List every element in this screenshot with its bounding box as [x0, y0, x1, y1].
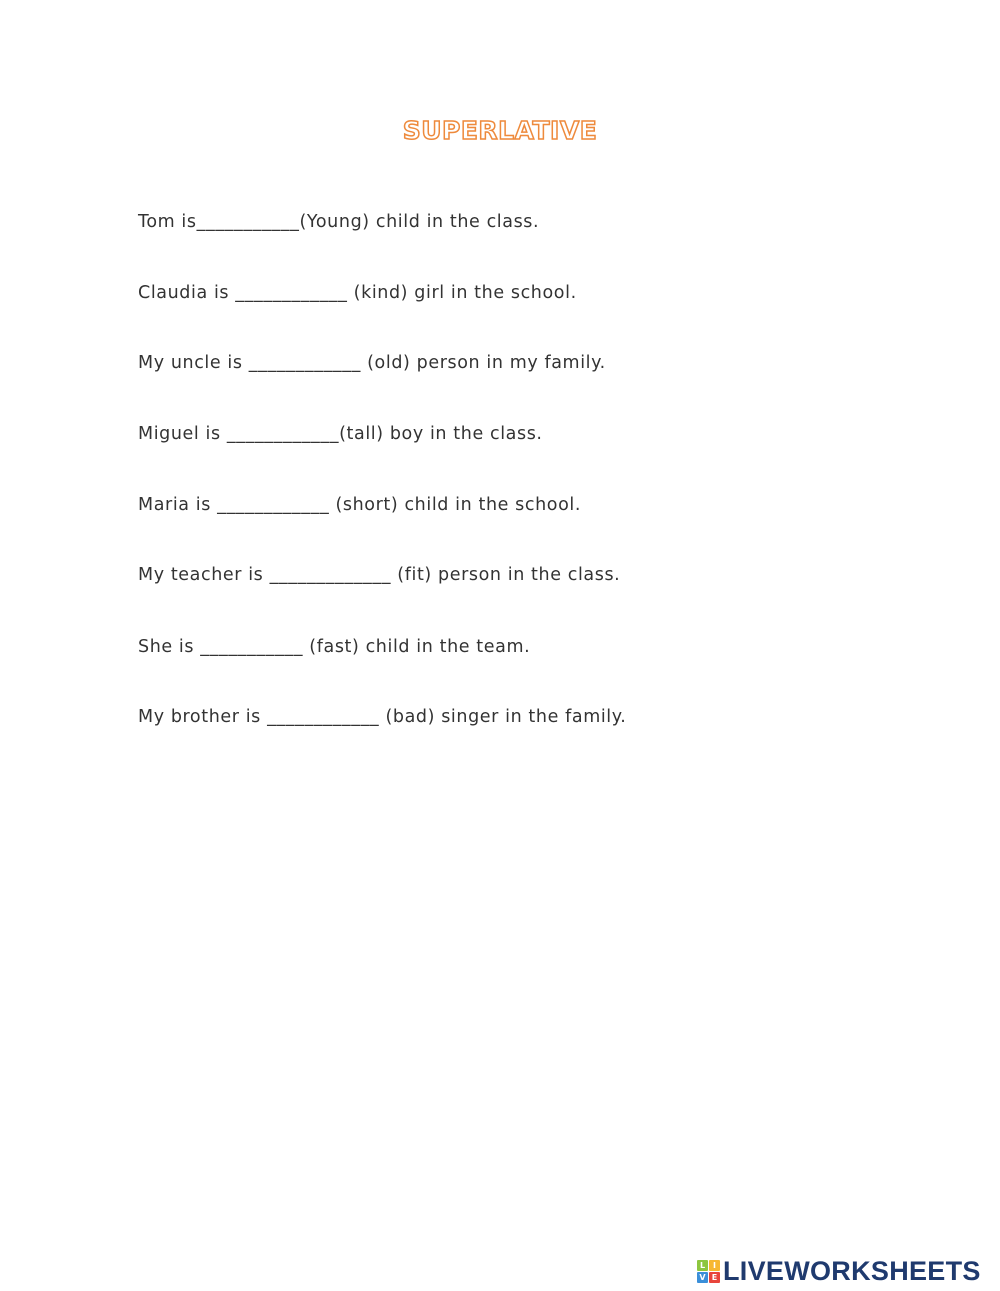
liveworksheets-logo: [697, 1256, 981, 1287]
sentence: [138, 637, 530, 657]
answer-blank[interactable]: _____________: [269, 565, 392, 585]
sentence-prefix: She is: [138, 637, 201, 657]
sentence-prefix: Claudia is: [138, 283, 236, 303]
answer-blank[interactable]: ____________: [217, 495, 330, 515]
sentence-suffix: (tall) boy in the class.: [339, 424, 543, 444]
sentence-prefix: My brother is: [138, 707, 268, 727]
sentence-suffix: (kind) girl in the school.: [347, 283, 577, 303]
sentence: [138, 565, 620, 585]
sentence-prefix: Miguel is: [138, 424, 227, 444]
answer-blank[interactable]: ___________: [200, 637, 304, 657]
sentence: [138, 353, 606, 373]
sentence: [138, 283, 577, 303]
sentence-suffix: (fit) person in the class.: [391, 565, 621, 585]
sentence: [138, 424, 543, 444]
sentence-suffix: (old) person in my family.: [360, 353, 606, 373]
sentence-suffix: (Young) child in the class.: [299, 212, 540, 232]
sentence-suffix: (short) child in the school.: [329, 495, 582, 515]
logo-tile: L: [697, 1260, 708, 1271]
answer-blank[interactable]: ____________: [235, 283, 348, 303]
logo-tile: V: [697, 1272, 708, 1283]
logo-tile: E: [709, 1272, 720, 1283]
sentence: [138, 495, 581, 515]
worksheet-title: SUPERLATIVE: [402, 116, 598, 145]
sentence: [138, 212, 539, 232]
answer-blank[interactable]: ___________: [196, 212, 300, 232]
answer-blank[interactable]: ____________: [226, 424, 340, 444]
sentence-suffix: (fast) child in the team.: [303, 637, 531, 657]
sentence: [138, 707, 626, 727]
sentence-suffix: (bad) singer in the family.: [379, 707, 627, 727]
answer-blank[interactable]: ____________: [267, 707, 380, 727]
logo-text: LIVEWORKSHEETS: [723, 1256, 981, 1286]
sentence-prefix: My teacher is: [138, 565, 270, 585]
logo-tile: I: [709, 1260, 720, 1271]
logo-tiles-icon: [697, 1260, 720, 1283]
sentence-prefix: Tom is: [138, 212, 197, 232]
answer-blank[interactable]: ____________: [248, 353, 361, 373]
sentence-prefix: Maria is: [138, 495, 218, 515]
sentence-prefix: My uncle is: [138, 353, 249, 373]
